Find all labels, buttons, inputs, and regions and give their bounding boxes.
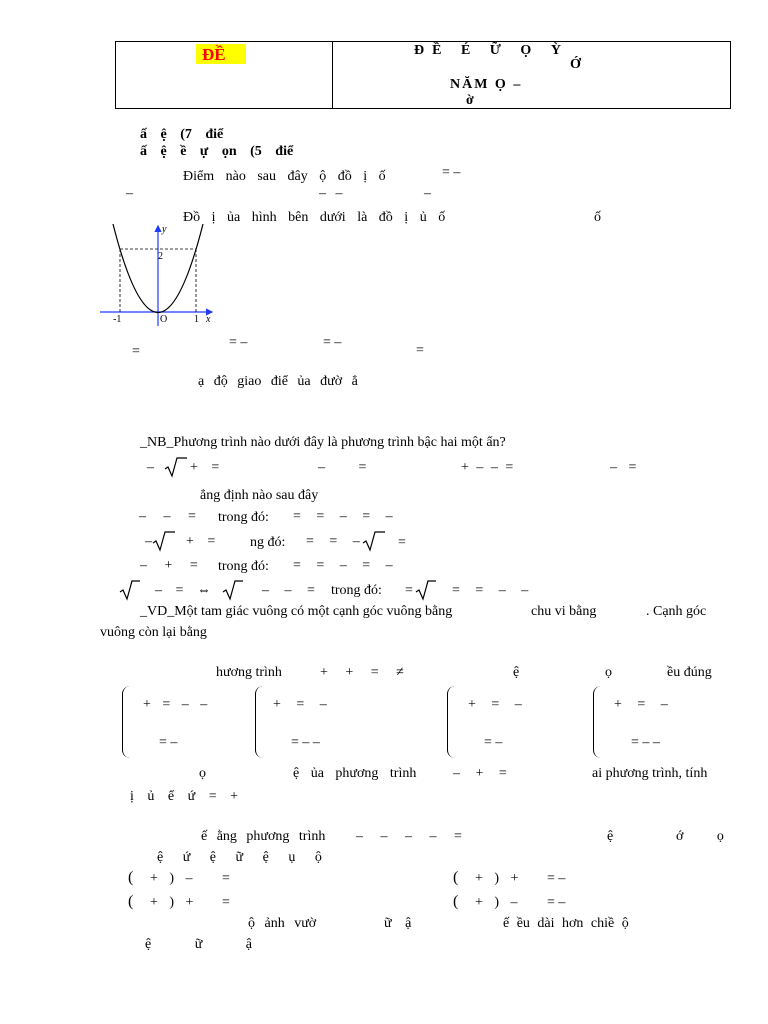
q4-opt-a2: + = — [190, 460, 220, 475]
q5-l4-c: trong đó: — [331, 583, 382, 598]
q5-l4-sqrt2-icon — [222, 579, 244, 601]
q9-optD-paren: ( — [453, 893, 459, 910]
q9-optB-right: = – — [547, 871, 566, 886]
header-divider — [332, 42, 333, 108]
part1-title: ấ ệ (7 điể — [140, 127, 224, 142]
q9-optA-mid: + ) – — [150, 871, 193, 886]
x-axis-label: x — [206, 314, 211, 325]
q2-opt-a: = — [132, 344, 140, 359]
q5-l3-a: – + = — [140, 558, 198, 573]
q9-optB-mid: + ) + — [475, 871, 519, 886]
q5-l4-sqrt3-icon — [415, 579, 437, 601]
q4-sqrt-icon — [164, 456, 188, 478]
q5-l2-a: – — [145, 534, 152, 549]
q8-l1-c: – + = — [453, 766, 507, 781]
q9-optC-right: = — [222, 895, 230, 910]
q9-optC-paren: ( — [128, 893, 134, 910]
q2-opt-c: = – — [323, 335, 342, 350]
q9-l2: ệ ứ ệ ữ ệ ụ ộ — [157, 850, 322, 865]
part1-subtitle: ấ ệ ề ự ọn (5 điể — [140, 144, 294, 159]
q4-opt-b: – = — [318, 460, 367, 475]
q7-text-e: ều đúng — [667, 665, 712, 680]
q7-sys1-bot: = – — [159, 735, 178, 750]
q5-l2-b: + = — [186, 534, 216, 549]
q1-text: Điểm nào sau đây ộ đồ ị ố — [183, 169, 386, 184]
q7-sys2-bot: = – – — [291, 735, 320, 750]
q9-optB-paren: ( — [453, 869, 459, 886]
q2-text: Đồ ị ủa hình bên dưới là đồ ị ủ ố — [183, 210, 446, 225]
q2-opt-b: = – — [229, 335, 248, 350]
q7-brace-c — [447, 686, 458, 758]
q5-l3-b: trong đó: — [218, 559, 269, 574]
q5-l4-e: = = – – — [452, 583, 529, 598]
q7-brace-d — [593, 686, 604, 758]
q10-l1-c: ế ều dài hơn chiề ộ — [503, 916, 629, 931]
q5-l2-d: = = – — [306, 534, 360, 549]
q9-l1-c: ệ — [607, 829, 614, 844]
q5-l4-b: – – = — [262, 583, 315, 598]
origin-label: O — [160, 314, 168, 325]
q7-brace-b — [255, 686, 266, 758]
q9-optA-paren: ( — [128, 869, 134, 886]
x-tick-1: 1 — [194, 314, 199, 325]
q10-l2: ệ ữ ậ — [145, 937, 253, 952]
q7-text-d: ọ — [605, 665, 612, 680]
q5-l3-c: = = – = – — [293, 558, 393, 573]
parabola-graph — [96, 220, 218, 330]
q4-opt-c: + – – = — [461, 460, 514, 475]
q7-text-a: hương trình — [216, 665, 282, 680]
q8-l1-d: ai phương trình, tính — [592, 766, 708, 781]
de-badge — [196, 44, 246, 64]
y-axis-label: y — [162, 224, 167, 235]
q7-sys2-top: + = – — [273, 697, 327, 712]
q2-opt-d: = — [416, 343, 424, 358]
q5-l1-b: trong đó: — [218, 510, 269, 525]
q5-l2-sqrt-icon — [152, 530, 176, 552]
q5-l1-c: = = – = – — [293, 509, 393, 524]
q5-l4-d: = — [405, 583, 413, 598]
q8-l1-b: ệ ủa phương trình — [293, 766, 417, 781]
q7-text-c: ệ — [513, 665, 520, 680]
q9-l1-a: ế ằng phương trình — [201, 829, 326, 844]
q6-line2: vuông còn lại bằng — [100, 625, 207, 640]
q9-l1-d: ớ ọ — [676, 829, 724, 844]
q5-l2-e: = — [398, 535, 406, 550]
q7-sys1-top: + = – – — [143, 697, 208, 712]
q5-text: ẳng định nào sau đây — [200, 488, 319, 503]
q6-line1c: . Cạnh góc — [646, 604, 707, 619]
header-title-line2: Ớ — [570, 57, 581, 72]
q8-l1-a: ọ — [199, 766, 206, 781]
q1-sym-a: – — [126, 186, 133, 201]
q2-text-end: ố — [594, 210, 601, 225]
q3-text: ạ độ giao điể ủa đườ ẳ — [198, 374, 358, 389]
q4-text: _NB_Phương trình nào dưới đây là phương trình bậc hai một ẩn? — [140, 435, 506, 450]
q4-opt-a1: – — [147, 460, 154, 475]
y-tick-2: 2 — [158, 251, 163, 262]
q5-l4-a: – = ⇔ — [155, 583, 211, 598]
q7-sys3-top: + = – — [468, 697, 522, 712]
q9-optD-mid: + ) – — [475, 895, 518, 910]
q10-l1-b: ữ ậ — [384, 916, 412, 931]
q7-brace-a — [122, 686, 133, 758]
q8-l2: ị ủ ể ứ = + — [130, 789, 238, 804]
q6-line1b: chu vi bằng — [531, 604, 597, 619]
q1-sym-b: – – — [319, 186, 343, 201]
q10-l1-a: ộ ảnh vườ — [248, 916, 317, 931]
q9-l1-b: – – – – = — [356, 829, 462, 844]
q1-sym-c: – — [424, 186, 431, 201]
q7-sys3-bot: = – — [484, 735, 503, 750]
header-title-line1: ĐỀ É Ữ Ọ Ỳ — [414, 43, 569, 58]
header-title-line3: NĂM Ọ – — [450, 77, 523, 92]
q5-l2-c: ng đó: — [250, 535, 286, 550]
q9-optA-right: = — [222, 871, 230, 886]
q4-opt-d: – = — [610, 460, 637, 475]
q7-text-b: + + = ≠ — [320, 665, 404, 680]
q7-sys4-top: + = – — [614, 697, 668, 712]
q5-l4-sqrt-icon — [119, 579, 141, 601]
q5-l2-sqrt2-icon — [362, 530, 386, 552]
q9-optC-mid: + ) + — [150, 895, 194, 910]
q5-l1-a: – – = — [139, 509, 196, 524]
x-tick-neg1: -1 — [113, 314, 122, 325]
de-badge-label: ĐỀ — [202, 45, 226, 64]
header-title-line4: ờ — [466, 93, 474, 108]
q6-line1a: _VD_Một tam giác vuông có một cạnh góc vuông bằng — [140, 604, 453, 619]
q1-eq: = – — [442, 165, 461, 180]
q9-optD-right: = – — [547, 895, 566, 910]
q7-sys4-bot: = – – — [631, 735, 660, 750]
